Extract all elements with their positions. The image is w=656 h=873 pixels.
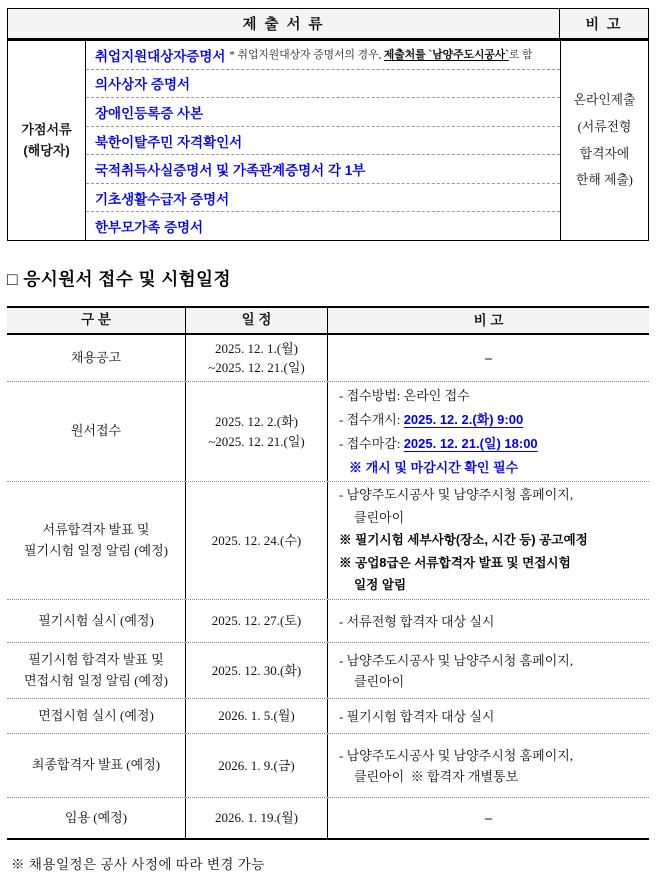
header-cell-category: 구 분 bbox=[81, 312, 111, 328]
date-cell bbox=[185, 734, 328, 797]
remark-line: - 남양주도시공사 및 남양주시청 홈페이지, bbox=[339, 652, 574, 668]
document-title: 취업지원대상자증명서 bbox=[95, 48, 226, 64]
category-cell bbox=[7, 600, 185, 642]
remark-line: - 필기시험 합격자 대상 실시 bbox=[339, 708, 495, 724]
schedule-table bbox=[7, 306, 649, 840]
document-title: 의사상자 증명서 bbox=[95, 77, 191, 93]
date-line: ~2025. 12. 21.(일) bbox=[208, 433, 305, 449]
remark-line bbox=[339, 408, 649, 432]
category-line: 채용공고 bbox=[70, 349, 122, 365]
date-cell bbox=[185, 798, 328, 838]
date-cell bbox=[185, 482, 328, 599]
remark-label: - 접수개시: bbox=[339, 411, 404, 427]
schedule-change-footnote: ※ 채용일정은 공사 사정에 따라 변경 가능 bbox=[11, 857, 265, 872]
date-line: 2025. 12. 24.(수) bbox=[211, 532, 302, 548]
remark-cell bbox=[328, 798, 649, 838]
document-item bbox=[86, 212, 560, 240]
document-item bbox=[86, 184, 560, 213]
row-written-pass-announcement bbox=[7, 643, 649, 699]
category-line: 서류합격자 발표 및 bbox=[42, 522, 150, 538]
note-emphasis: 제출처를 `남양주도시공사` bbox=[383, 49, 509, 62]
category-cell bbox=[7, 643, 185, 698]
remark-cell bbox=[328, 335, 649, 381]
schedule-header-row bbox=[7, 308, 649, 335]
bonus-documents-table bbox=[7, 8, 649, 241]
remark-warning-line: ※ 개시 및 마감시간 확인 필수 bbox=[349, 459, 519, 475]
document-item bbox=[86, 98, 560, 127]
category-cell bbox=[7, 382, 185, 481]
header-cell-remark: 비 고 bbox=[585, 15, 623, 32]
category-cell bbox=[7, 699, 185, 733]
category-cell bbox=[7, 734, 185, 797]
remark-line: 한해 제출) bbox=[576, 173, 633, 188]
remark-cell bbox=[328, 482, 649, 599]
category-line: 원서접수 bbox=[70, 423, 122, 439]
date-cell bbox=[185, 643, 328, 698]
date-cell bbox=[185, 335, 328, 381]
header-cell-date: 일 정 bbox=[185, 308, 328, 333]
remark-cell bbox=[328, 734, 649, 797]
application-open-datetime: 2025. 12. 2.(화) 9:00 bbox=[403, 411, 524, 427]
row-document-pass-announcement bbox=[7, 482, 649, 600]
remark-line: - 남양주도시공사 및 남양주시청 홈페이지, bbox=[339, 487, 574, 503]
category-line: 최종합격자 발표 (예정) bbox=[31, 757, 161, 773]
date-cell bbox=[185, 600, 328, 642]
row-announcement bbox=[7, 335, 649, 382]
remark-cell bbox=[328, 643, 649, 698]
date-line: 2026. 1. 5.(월) bbox=[218, 708, 295, 724]
document-page bbox=[7, 0, 649, 873]
remark-notice-line: ※ 공업8급은 서류합격자 발표 및 면접시험 bbox=[339, 555, 571, 570]
date-line: 2025. 12. 27.(토) bbox=[211, 613, 302, 629]
date-line: 2025. 12. 2.(화) bbox=[215, 414, 298, 429]
remark-dash: – bbox=[485, 810, 492, 826]
remark-line: 클린아이 ※ 합격자 개별통보 bbox=[354, 768, 519, 784]
note-suffix: 로 함 bbox=[508, 49, 533, 62]
application-close-datetime: 2025. 12. 21.(일) 18:00 bbox=[403, 435, 538, 451]
section-title: □ 응시원서 접수 및 시험일정 bbox=[7, 269, 231, 289]
remark-label: - 접수마감: bbox=[339, 435, 404, 451]
remark-line bbox=[339, 432, 649, 456]
bonus-table-body bbox=[8, 41, 648, 240]
row-application bbox=[7, 382, 649, 482]
remark-notice-line: ※ 필기시험 세부사항(장소, 시간 등) 공고예정 bbox=[339, 533, 588, 548]
bonus-table-header-row bbox=[8, 9, 648, 41]
row-final-pass-announcement bbox=[7, 734, 649, 798]
category-cell bbox=[7, 482, 185, 599]
date-line: 2026. 1. 19.(월) bbox=[215, 810, 298, 826]
document-title: 장애인등록증 사본 bbox=[95, 105, 204, 121]
document-item-list bbox=[86, 41, 561, 240]
online-submission-cell bbox=[561, 41, 648, 240]
remark-line: 온라인제출 bbox=[573, 92, 636, 107]
category-line: 필기시험 합격자 발표 및 bbox=[28, 652, 164, 668]
document-title: 기초생활수급자 증명서 bbox=[95, 191, 230, 207]
document-title: 국적취득사실증명서 및 가족관계증명서 각 1부 bbox=[95, 163, 366, 179]
remark-line: 클린아이 bbox=[354, 509, 405, 525]
remark-line: 클린아이 bbox=[354, 673, 405, 689]
category-line: (해당자) bbox=[23, 142, 70, 158]
remark-line: 합격자에 bbox=[579, 146, 630, 161]
date-cell bbox=[185, 382, 328, 481]
remark-dash: – bbox=[485, 350, 492, 366]
row-appointment bbox=[7, 798, 649, 838]
date-line: ~2025. 12. 21.(일) bbox=[208, 360, 305, 375]
document-item bbox=[86, 70, 560, 99]
document-item bbox=[86, 127, 560, 156]
date-line: 2026. 1. 9.(금) bbox=[218, 757, 295, 773]
remark-cell bbox=[328, 382, 649, 481]
category-cell bbox=[7, 335, 185, 381]
category-line: 면접시험 일정 알림 (예정) bbox=[24, 672, 168, 688]
row-written-exam bbox=[7, 600, 649, 643]
category-line: 가점서류 bbox=[21, 122, 72, 138]
document-note bbox=[229, 47, 532, 62]
remark-line: (서류전형 bbox=[577, 119, 632, 134]
category-line: 임용 (예정) bbox=[64, 809, 128, 825]
category-line: 면접시험 실시 (예정) bbox=[38, 707, 154, 723]
remark-line: - 접수방법: 온라인 접수 bbox=[339, 387, 470, 403]
category-line: 필기시험 실시 (예정) bbox=[38, 612, 154, 628]
document-item bbox=[86, 155, 560, 184]
date-cell bbox=[185, 699, 328, 733]
category-cell bbox=[7, 798, 185, 838]
date-line: 2025. 12. 1.(월) bbox=[215, 340, 298, 356]
document-item bbox=[86, 41, 560, 70]
row-interview-exam bbox=[7, 699, 649, 734]
date-line: 2025. 12. 30.(화) bbox=[211, 662, 302, 678]
remark-notice-line: 일정 알림 bbox=[354, 578, 407, 593]
header-cell-documents: 제 출 서 류 bbox=[8, 9, 560, 38]
remark-line: - 남양주도시공사 및 남양주시청 홈페이지, bbox=[339, 747, 574, 763]
remark-cell bbox=[328, 600, 649, 642]
document-title: 한부모가족 증명서 bbox=[95, 220, 204, 236]
header-cell-remark: 비 고 bbox=[473, 313, 504, 328]
remark-line: - 서류전형 합격자 대상 실시 bbox=[339, 613, 495, 629]
category-line: 필기시험 일정 알림 (예정) bbox=[24, 542, 168, 558]
remark-cell bbox=[328, 699, 649, 733]
note-prefix: * 취업지원대상자 증명서의 경우, bbox=[229, 49, 384, 62]
document-title: 북한이탈주민 자격확인서 bbox=[95, 134, 243, 150]
category-cell bbox=[8, 41, 86, 240]
